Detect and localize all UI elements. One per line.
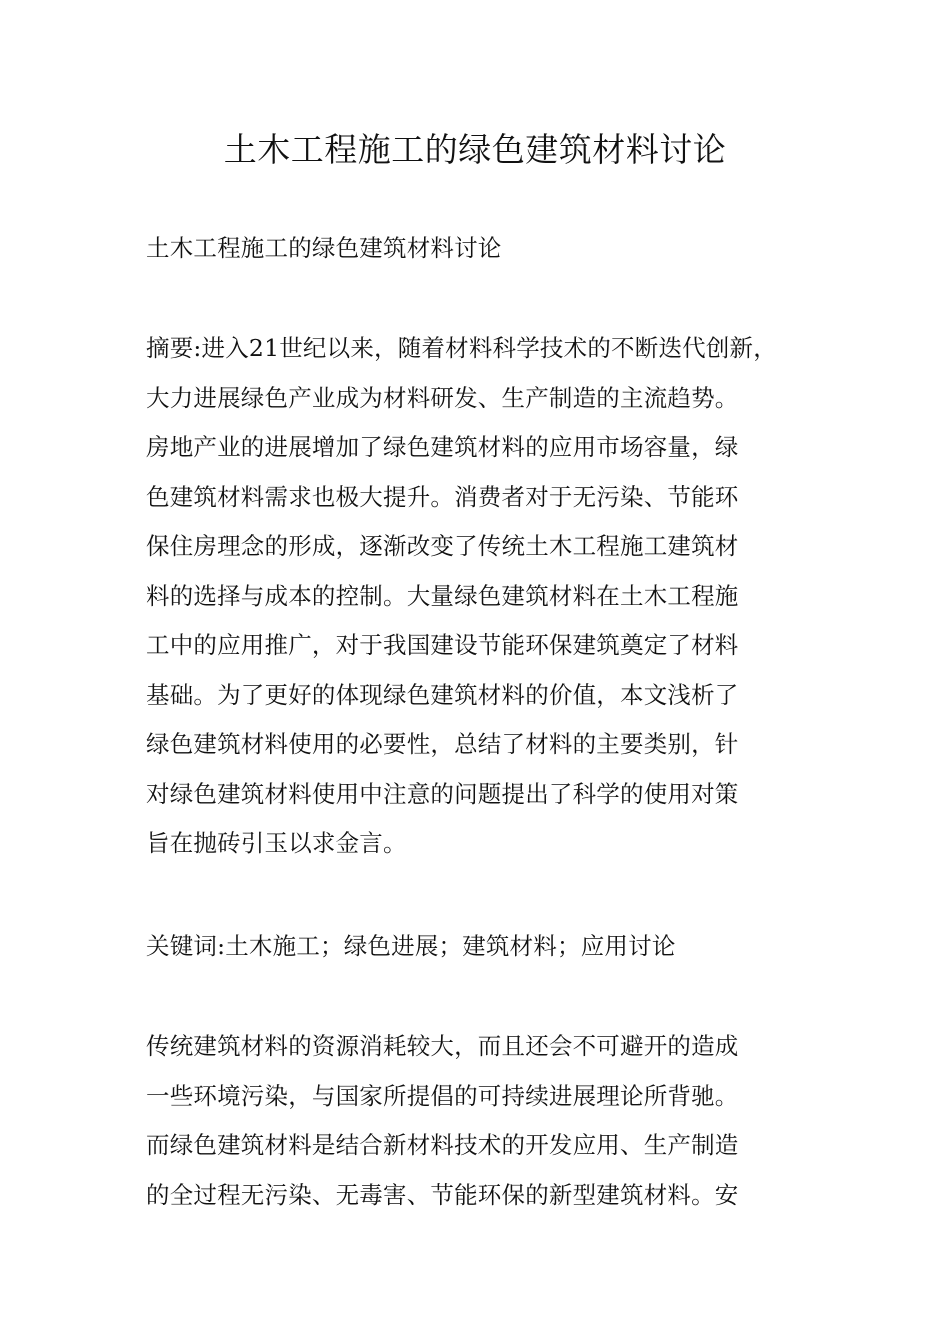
abstract-line: 房地产业的进展增加了绿色建筑材料的应用市场容量，绿 bbox=[146, 433, 739, 461]
abstract-line: 对绿色建筑材料使用中注意的问题提出了科学的使用对策 bbox=[146, 779, 739, 808]
keywords-line: 关键词:土木施工；绿色进展；建筑材料；应用讨论 bbox=[146, 932, 676, 960]
body-paragraph bbox=[146, 1022, 814, 1220]
abstract-line: 旨在抛砖引玉以求金言。 bbox=[146, 829, 407, 857]
abstract-paragraph bbox=[146, 324, 814, 869]
body-line: 一些环境污染，与国家所提倡的可持续进展理论所背驰。 bbox=[146, 1081, 739, 1110]
abstract-line: 大力进展绿色产业成为材料研发、生产制造的主流趋势。 bbox=[146, 383, 739, 412]
abstract-line: 料的选择与成本的控制。大量绿色建筑材料在土木工程施 bbox=[146, 581, 739, 610]
abstract-line: 工中的应用推广，对于我国建设节能环保建筑奠定了材料 bbox=[146, 631, 739, 659]
abstract-line: 保住房理念的形成，逐渐改变了传统土木工程施工建筑材 bbox=[146, 532, 739, 560]
document-subtitle: 土木工程施工的绿色建筑材料讨论 bbox=[146, 234, 502, 262]
abstract-line: 摘要:进入21世纪以来，随着材料科学技术的不断迭代创新， bbox=[146, 334, 777, 362]
abstract-line: 色建筑材料需求也极大提升。消费者对于无污染、节能环 bbox=[146, 482, 739, 511]
body-line: 传统建筑材料的资源消耗较大，而且还会不可避开的造成 bbox=[146, 1032, 739, 1060]
body-line: 的全过程无污染、无毒害、节能环保的新型建筑材料。安 bbox=[146, 1180, 739, 1209]
abstract-line: 绿色建筑材料使用的必要性，总结了材料的主要类别，针 bbox=[146, 730, 739, 758]
abstract-line: 基础。为了更好的体现绿色建筑材料的价值，本文浅析了 bbox=[146, 680, 739, 709]
document-title: 土木工程施工的绿色建筑材料讨论 bbox=[223, 130, 727, 169]
body-line: 而绿色建筑材料是结合新材料技术的开发应用、生产制造 bbox=[146, 1131, 739, 1159]
